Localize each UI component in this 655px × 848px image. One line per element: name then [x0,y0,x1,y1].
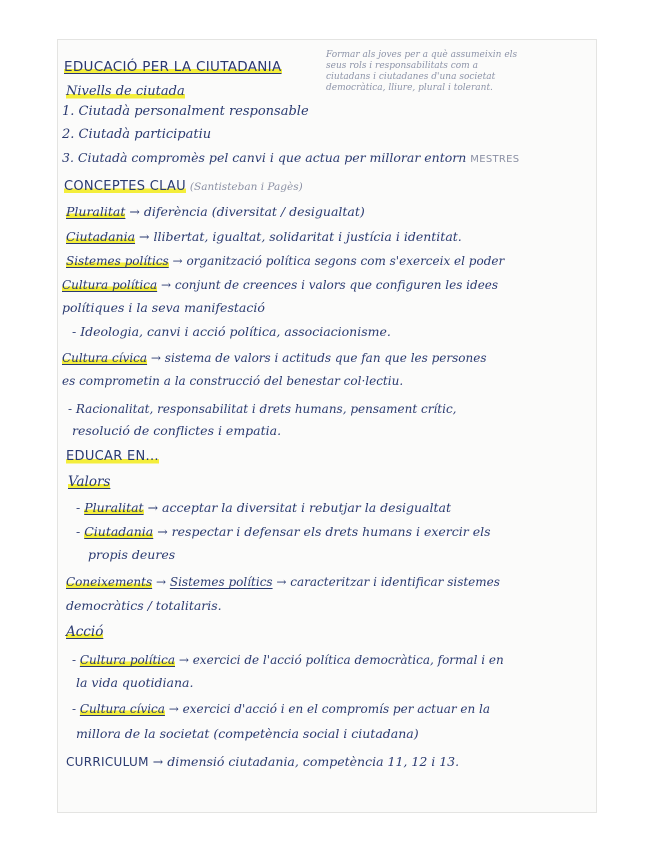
curriculum-text: → dimensió ciutadania, competència 11, 12 i 13. [152,754,460,769]
cultura-politica-term: Cultura política [62,278,158,292]
arrow-icon: → [150,351,161,365]
conceptes-source: (Santisteban i Pagès) [189,181,303,193]
arrow-icon: → [160,278,172,292]
valors-ciutadania-cont: propis deures [88,547,176,562]
coneixements-text: → caracteritzar i identificar sistemes [276,575,500,589]
sistemes-text: organització política segons com s'exerceix el poder [186,254,505,268]
dash: - [72,702,80,716]
concept-cultura-politica [62,277,498,293]
side-note-line-1: Formar als joves per a què assumeixin els [326,50,518,60]
nivells-heading: Nivells de ciutada [66,84,185,99]
cultura-civica-text: sistema de valors i actituds que fan que les persones [164,351,487,365]
side-note-line-2: seus rols i responsabilitats com a [326,61,478,71]
accio-cultura-politica-text: → exercici de l'acció política democràtica, formal i en [178,653,504,667]
accio-cultura-civica [72,701,490,717]
ciutadania-text: llibertat, igualtat, solidaritat i justícia i identitat. [153,229,462,244]
arrow-icon: → [155,575,167,589]
conceptes-heading-label: CONCEPTES CLAU [64,179,186,194]
arrow-icon: → [172,254,183,268]
concept-ciutadania [66,229,462,245]
sistemes-term: Sistemes polítics [66,254,169,268]
dash: - [76,524,85,539]
concept-cultura-civica [62,350,487,366]
concept-pluralitat [66,204,365,220]
valors-pluralitat-text: → acceptar la diversitat i rebutjar la desigualtat [147,500,451,515]
arrow-icon: → [129,204,140,219]
accio-cultura-civica-term: Cultura cívica [79,702,165,716]
concept-sistemes [66,253,504,269]
nivell-item-2: 2. Ciutadà participatiu [62,127,212,142]
coneixements-cont: democràtics / totalitaris. [66,598,222,613]
valors-pluralitat-term: Pluralitat [84,500,144,515]
accio-cultura-civica-cont: millora de la societat (competència social i ciutadana) [76,726,419,741]
conceptes-heading [64,178,303,195]
dash: - [72,653,80,667]
valors-pluralitat [76,500,451,516]
side-note-line-3: ciutadans i ciutadanes d'una societat [326,72,496,82]
accio-cultura-politica-cont: la vida quotidiana. [76,675,194,690]
cultura-civica-term: Cultura cívica [62,351,148,365]
cultura-civica-cont: es comprometin a la construcció del benestar col·lectiu. [62,374,404,388]
cultura-politica-sub: - Ideologia, canvi i acció política, associacionisme. [72,324,391,339]
ciutadania-term: Ciutadania [66,229,136,244]
coneixements-line [66,574,500,590]
cultura-politica-text: conjunt de creences i valors que configuren les idees [174,278,499,292]
dash: - [76,500,85,515]
valors-ciutadania-term: Ciutadania [84,524,154,539]
valors-ciutadania-text: → respectar i defensar els drets humans i exercir els [157,524,491,539]
mestres-tag: MESTRES [470,154,520,165]
cultura-civica-sub-1: - Racionalitat, responsabilitat i drets humans, pensament crític, [68,402,457,416]
educar-heading: EDUCAR EN... [66,449,159,464]
pluralitat-text: diferència (diversitat / desigualtat) [143,204,365,219]
curriculum-term: CURRICULUM [66,755,149,769]
nivell-item-1: 1. Ciutadà personalment responsable [62,104,309,119]
accio-cultura-politica [72,652,504,668]
page-title: EDUCACIÓ PER LA CIUTADANIA [64,59,282,75]
accio-cultura-civica-text: → exercici d'acció i en el compromís per actuar en la [168,702,491,716]
notebook-page [58,40,596,812]
cultura-civica-sub-2: resolució de conflictes i empatia. [72,423,282,438]
valors-heading: Valors [68,474,111,490]
cultura-politica-cont: polítiques i la seva manifestació [62,300,265,315]
side-note-line-4: democràtica, lliure, plural i tolerant. [326,83,493,93]
pluralitat-term: Pluralitat [66,204,126,219]
curriculum-line [66,754,459,770]
coneixements-term: Coneixements [66,575,153,589]
valors-ciutadania [76,524,491,540]
coneixements-term-2: Sistemes polítics [169,575,273,589]
arrow-icon: → [139,229,150,244]
accio-heading: Acció [66,624,104,640]
nivell-item-3 [62,150,519,168]
accio-cultura-politica-term: Cultura política [79,653,175,667]
nivell-item-3-text: 3. Ciutadà compromès pel canvi i que actua per millorar entorn [62,150,467,165]
